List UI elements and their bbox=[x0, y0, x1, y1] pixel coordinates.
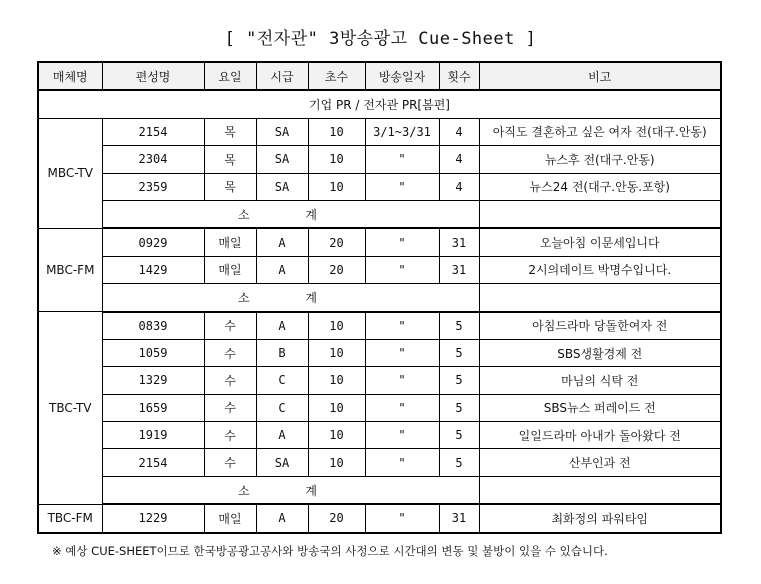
program-cell: 2154 bbox=[102, 449, 204, 476]
page-title: [ "전자관" 3방송광고 Cue-Sheet ] bbox=[224, 29, 537, 49]
seconds-cell: 10 bbox=[308, 449, 365, 476]
date-cell: " bbox=[365, 228, 439, 256]
day-cell: 목 bbox=[204, 173, 256, 200]
count-cell: 31 bbox=[439, 256, 479, 283]
day-cell: 수 bbox=[204, 449, 256, 476]
subtotal-label: 소 계 bbox=[102, 284, 479, 312]
media-name-cell: TBC-TV bbox=[38, 312, 102, 505]
subtotal-note-cell bbox=[479, 200, 721, 228]
date-cell: " bbox=[365, 367, 439, 394]
note-cell: 산부인과 전 bbox=[479, 449, 721, 476]
table-row bbox=[38, 312, 721, 340]
program-cell: 2359 bbox=[102, 173, 204, 200]
date-cell: " bbox=[365, 312, 439, 340]
day-cell: 매일 bbox=[204, 256, 256, 283]
day-cell: 매일 bbox=[204, 504, 256, 532]
table-row bbox=[38, 256, 721, 283]
table-row bbox=[38, 449, 721, 476]
subtotal-row bbox=[38, 200, 721, 228]
day-cell: 수 bbox=[204, 422, 256, 449]
count-cell: 31 bbox=[439, 228, 479, 256]
count-cell: 5 bbox=[439, 312, 479, 340]
column-header-grade: 시급 bbox=[256, 62, 308, 90]
seconds-cell: 20 bbox=[308, 228, 365, 256]
table-row bbox=[38, 228, 721, 256]
media-name-cell: TBC-FM bbox=[38, 504, 102, 532]
grade-cell: SA bbox=[256, 173, 308, 200]
note-cell: 마님의 식탁 전 bbox=[479, 367, 721, 394]
header-row bbox=[38, 62, 721, 90]
table-row bbox=[38, 367, 721, 394]
grade-cell: A bbox=[256, 228, 308, 256]
count-cell: 4 bbox=[439, 173, 479, 200]
subtotal-label: 소 계 bbox=[102, 476, 479, 504]
grade-cell: SA bbox=[256, 146, 308, 173]
count-cell: 4 bbox=[439, 118, 479, 145]
date-cell: " bbox=[365, 146, 439, 173]
subtotal-note-cell bbox=[479, 284, 721, 312]
grade-cell: A bbox=[256, 504, 308, 532]
day-cell: 수 bbox=[204, 312, 256, 340]
table-row bbox=[38, 394, 721, 421]
count-cell: 5 bbox=[439, 339, 479, 366]
count-cell: 31 bbox=[439, 504, 479, 532]
date-cell: " bbox=[365, 339, 439, 366]
grade-cell: A bbox=[256, 422, 308, 449]
seconds-cell: 10 bbox=[308, 367, 365, 394]
program-cell: 2304 bbox=[102, 146, 204, 173]
day-cell: 수 bbox=[204, 367, 256, 394]
subtotal-note-cell bbox=[479, 476, 721, 504]
table-row bbox=[38, 422, 721, 449]
program-cell: 2154 bbox=[102, 118, 204, 145]
date-cell: " bbox=[365, 422, 439, 449]
day-cell: 매일 bbox=[204, 228, 256, 256]
grade-cell: SA bbox=[256, 449, 308, 476]
column-header-seconds: 초수 bbox=[308, 62, 365, 90]
program-cell: 1659 bbox=[102, 394, 204, 421]
program-cell: 1919 bbox=[102, 422, 204, 449]
count-cell: 5 bbox=[439, 394, 479, 421]
grade-cell: SA bbox=[256, 118, 308, 145]
note-cell: 오늘아침 이문세입니다 bbox=[479, 228, 721, 256]
table-body bbox=[38, 90, 721, 532]
column-header-media: 매체명 bbox=[38, 62, 102, 90]
seconds-cell: 20 bbox=[308, 504, 365, 532]
seconds-cell: 10 bbox=[308, 339, 365, 366]
note-cell: 뉴스후 전(대구.안동) bbox=[479, 146, 721, 173]
program-cell: 0839 bbox=[102, 312, 204, 340]
note-cell: 아직도 결혼하고 싶은 여자 전(대구.안동) bbox=[479, 118, 721, 145]
program-cell: 1429 bbox=[102, 256, 204, 283]
note-cell: 뉴스24 전(대구.안동.포항) bbox=[479, 173, 721, 200]
grade-cell: A bbox=[256, 256, 308, 283]
footnote: ※ 예상 CUE-SHEET이므로 한국방공광고공사와 방송국의 사정으로 시간대의 변동 및 불방이 있을 수 있습니다. bbox=[52, 544, 608, 558]
grade-cell: A bbox=[256, 312, 308, 340]
seconds-cell: 10 bbox=[308, 173, 365, 200]
program-cell: 0929 bbox=[102, 228, 204, 256]
table-row bbox=[38, 173, 721, 200]
count-cell: 4 bbox=[439, 146, 479, 173]
count-cell: 5 bbox=[439, 367, 479, 394]
day-cell: 수 bbox=[204, 394, 256, 421]
campaign-title: 기업 PR / 전자관 PR[봄편] bbox=[38, 90, 721, 118]
campaign-row bbox=[38, 90, 721, 118]
seconds-cell: 20 bbox=[308, 256, 365, 283]
note-cell: SBS생활경제 전 bbox=[479, 339, 721, 366]
table-row bbox=[38, 118, 721, 145]
seconds-cell: 10 bbox=[308, 118, 365, 145]
note-cell: 2시의데이트 박명수입니다. bbox=[479, 256, 721, 283]
grade-cell: C bbox=[256, 394, 308, 421]
table-row bbox=[38, 339, 721, 366]
date-cell: 3/1~3/31 bbox=[365, 118, 439, 145]
day-cell: 목 bbox=[204, 118, 256, 145]
date-cell: " bbox=[365, 449, 439, 476]
column-header-program: 편성명 bbox=[102, 62, 204, 90]
count-cell: 5 bbox=[439, 449, 479, 476]
seconds-cell: 10 bbox=[308, 394, 365, 421]
note-cell: SBS뉴스 퍼레이드 전 bbox=[479, 394, 721, 421]
table-row bbox=[38, 146, 721, 173]
program-cell: 1229 bbox=[102, 504, 204, 532]
date-cell: " bbox=[365, 504, 439, 532]
column-header-day: 요일 bbox=[204, 62, 256, 90]
day-cell: 수 bbox=[204, 339, 256, 366]
count-cell: 5 bbox=[439, 422, 479, 449]
seconds-cell: 10 bbox=[308, 422, 365, 449]
subtotal-label: 소 계 bbox=[102, 200, 479, 228]
date-cell: " bbox=[365, 173, 439, 200]
seconds-cell: 10 bbox=[308, 146, 365, 173]
note-cell: 최화정의 파워타임 bbox=[479, 504, 721, 532]
media-name-cell: MBC-FM bbox=[38, 228, 102, 311]
column-header-note: 비고 bbox=[479, 62, 721, 90]
day-cell: 목 bbox=[204, 146, 256, 173]
date-cell: " bbox=[365, 394, 439, 421]
column-header-date: 방송일자 bbox=[365, 62, 439, 90]
grade-cell: B bbox=[256, 339, 308, 366]
grade-cell: C bbox=[256, 367, 308, 394]
seconds-cell: 10 bbox=[308, 312, 365, 340]
subtotal-row bbox=[38, 476, 721, 504]
note-cell: 아침드라마 당돌한여자 전 bbox=[479, 312, 721, 340]
cue-sheet-table bbox=[37, 61, 722, 534]
subtotal-row bbox=[38, 284, 721, 312]
media-name-cell: MBC-TV bbox=[38, 118, 102, 228]
program-cell: 1059 bbox=[102, 339, 204, 366]
table-row bbox=[38, 504, 721, 532]
note-cell: 일일드라마 아내가 돌아왔다 전 bbox=[479, 422, 721, 449]
date-cell: " bbox=[365, 256, 439, 283]
program-cell: 1329 bbox=[102, 367, 204, 394]
column-header-count: 횟수 bbox=[439, 62, 479, 90]
